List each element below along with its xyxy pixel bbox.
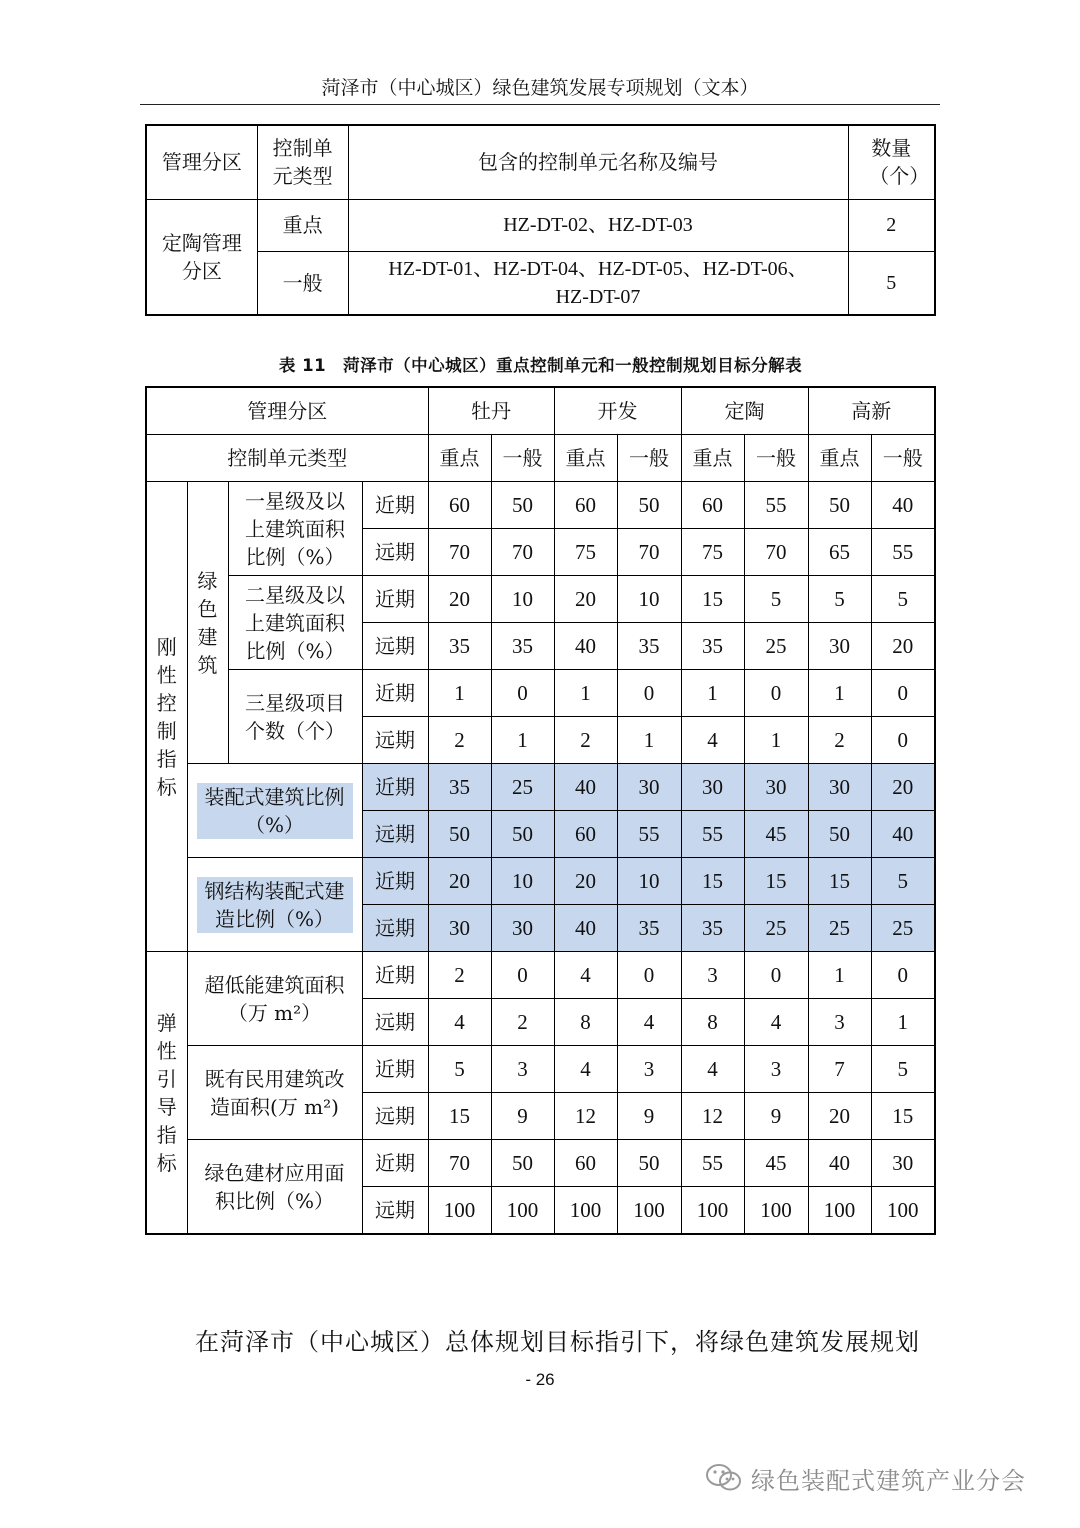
value-cell: 3 bbox=[808, 999, 871, 1046]
rigid-text: 刚性控制指标 bbox=[156, 634, 177, 799]
t1-header-count: 数量（个） bbox=[848, 125, 935, 199]
value-cell: 8 bbox=[554, 999, 617, 1046]
value-cell: 20 bbox=[554, 576, 617, 623]
value-cell: 0 bbox=[871, 670, 935, 717]
value-cell: 35 bbox=[617, 623, 681, 670]
green-building-label bbox=[187, 482, 228, 764]
rigid-indicator-label bbox=[146, 482, 187, 952]
t1-units-cell: HZ-DT-02、HZ-DT-03 bbox=[348, 199, 848, 251]
value-cell: 5 bbox=[871, 1046, 935, 1093]
value-cell: 40 bbox=[554, 764, 617, 811]
value-cell: 7 bbox=[808, 1046, 871, 1093]
value-cell: 1 bbox=[871, 999, 935, 1046]
period-label: 远期 bbox=[362, 905, 428, 952]
header-zone: 定陶 bbox=[681, 387, 808, 435]
indicator-text: 钢结构装配式建造比例（%） bbox=[197, 877, 353, 933]
value-cell: 60 bbox=[428, 482, 491, 529]
value-cell: 1 bbox=[554, 670, 617, 717]
indicator-text: 超低能建筑面积（万 m²） bbox=[204, 972, 345, 1025]
header-zone-label: 管理分区 bbox=[146, 387, 428, 435]
value-cell: 5 bbox=[428, 1046, 491, 1093]
indicator-text: 绿色建材应用面积比例（%） bbox=[204, 1160, 345, 1213]
value-cell: 15 bbox=[744, 858, 808, 905]
value-cell: 35 bbox=[681, 905, 744, 952]
value-cell: 30 bbox=[681, 764, 744, 811]
value-cell: 0 bbox=[617, 670, 681, 717]
value-cell: 30 bbox=[428, 905, 491, 952]
green-text: 绿色建筑 bbox=[197, 568, 218, 677]
value-cell: 1 bbox=[617, 717, 681, 764]
indicator-label bbox=[228, 670, 362, 764]
value-cell: 70 bbox=[491, 529, 554, 576]
value-cell: 50 bbox=[491, 482, 554, 529]
value-cell: 0 bbox=[617, 952, 681, 999]
period-label: 近期 bbox=[362, 1140, 428, 1187]
t1-count-cell: 2 bbox=[848, 199, 935, 251]
period-label: 远期 bbox=[362, 811, 428, 858]
value-cell: 1 bbox=[428, 670, 491, 717]
value-cell: 5 bbox=[744, 576, 808, 623]
target-breakdown-table bbox=[145, 386, 936, 1235]
value-cell: 4 bbox=[428, 999, 491, 1046]
value-cell: 10 bbox=[491, 858, 554, 905]
value-cell: 75 bbox=[554, 529, 617, 576]
body-paragraph: 在菏泽市（中心城区）总体规划目标指引下，将绿色建筑发展规划 bbox=[195, 1328, 920, 1356]
header-type: 重点 bbox=[554, 435, 617, 482]
value-cell: 0 bbox=[744, 670, 808, 717]
header-type: 一般 bbox=[617, 435, 681, 482]
value-cell: 55 bbox=[617, 811, 681, 858]
value-cell: 35 bbox=[681, 623, 744, 670]
indicator-label bbox=[187, 952, 362, 1046]
value-cell: 12 bbox=[681, 1093, 744, 1140]
value-cell: 60 bbox=[681, 482, 744, 529]
header-zone: 开发 bbox=[554, 387, 681, 435]
value-cell: 4 bbox=[554, 1046, 617, 1093]
value-cell: 25 bbox=[744, 905, 808, 952]
indicator-label bbox=[228, 482, 362, 576]
value-cell: 15 bbox=[428, 1093, 491, 1140]
flexible-text: 弹性引导指标 bbox=[156, 1010, 177, 1175]
value-cell: 30 bbox=[871, 1140, 935, 1187]
value-cell: 35 bbox=[428, 764, 491, 811]
header-type-label: 控制单元类型 bbox=[146, 435, 428, 482]
value-cell: 25 bbox=[491, 764, 554, 811]
value-cell: 1 bbox=[491, 717, 554, 764]
value-cell: 55 bbox=[681, 1140, 744, 1187]
indicator-label bbox=[187, 764, 362, 858]
header-zone: 牡丹 bbox=[428, 387, 554, 435]
value-cell: 15 bbox=[681, 576, 744, 623]
value-cell: 30 bbox=[808, 764, 871, 811]
t1-type-cell: 一般 bbox=[257, 251, 348, 315]
period-label: 近期 bbox=[362, 670, 428, 717]
t1-header-units: 包含的控制单元名称及编号 bbox=[348, 125, 848, 199]
page-number: - 26 bbox=[525, 1370, 555, 1389]
value-cell: 0 bbox=[871, 952, 935, 999]
value-cell: 20 bbox=[428, 576, 491, 623]
value-cell: 1 bbox=[681, 670, 744, 717]
value-cell: 10 bbox=[617, 576, 681, 623]
value-cell: 0 bbox=[744, 952, 808, 999]
value-cell: 12 bbox=[554, 1093, 617, 1140]
period-label: 远期 bbox=[362, 1187, 428, 1235]
value-cell: 100 bbox=[491, 1187, 554, 1235]
value-cell: 20 bbox=[554, 858, 617, 905]
page-header: 菏泽市（中心城区）绿色建筑发展专项规划（文本） bbox=[140, 72, 940, 105]
t1-units-cell: HZ-DT-01、HZ-DT-04、HZ-DT-05、HZ-DT-06、 HZ-DT-07 bbox=[348, 251, 848, 315]
value-cell: 100 bbox=[744, 1187, 808, 1235]
value-cell: 65 bbox=[808, 529, 871, 576]
value-cell: 50 bbox=[808, 482, 871, 529]
value-cell: 55 bbox=[744, 482, 808, 529]
period-label: 远期 bbox=[362, 717, 428, 764]
indicator-text: 二星级及以上建筑面积比例（%） bbox=[245, 582, 345, 663]
value-cell: 5 bbox=[808, 576, 871, 623]
indicator-text: 三星级项目个数（个） bbox=[245, 690, 345, 743]
value-cell: 2 bbox=[808, 717, 871, 764]
value-cell: 4 bbox=[744, 999, 808, 1046]
value-cell: 40 bbox=[871, 811, 935, 858]
value-cell: 70 bbox=[744, 529, 808, 576]
value-cell: 4 bbox=[617, 999, 681, 1046]
period-label: 远期 bbox=[362, 1093, 428, 1140]
value-cell: 55 bbox=[681, 811, 744, 858]
value-cell: 100 bbox=[871, 1187, 935, 1235]
value-cell: 30 bbox=[808, 623, 871, 670]
value-cell: 2 bbox=[428, 952, 491, 999]
value-cell: 55 bbox=[871, 529, 935, 576]
value-cell: 5 bbox=[871, 858, 935, 905]
value-cell: 20 bbox=[871, 623, 935, 670]
value-cell: 70 bbox=[617, 529, 681, 576]
value-cell: 15 bbox=[871, 1093, 935, 1140]
header-type: 重点 bbox=[681, 435, 744, 482]
value-cell: 9 bbox=[491, 1093, 554, 1140]
period-label: 远期 bbox=[362, 623, 428, 670]
value-cell: 4 bbox=[681, 1046, 744, 1093]
value-cell: 50 bbox=[617, 482, 681, 529]
value-cell: 1 bbox=[744, 717, 808, 764]
value-cell: 30 bbox=[617, 764, 681, 811]
value-cell: 9 bbox=[617, 1093, 681, 1140]
value-cell: 100 bbox=[428, 1187, 491, 1235]
period-label: 近期 bbox=[362, 1046, 428, 1093]
value-cell: 15 bbox=[681, 858, 744, 905]
t1-zone-cell: 定陶管理分区 bbox=[146, 199, 257, 315]
value-cell: 10 bbox=[491, 576, 554, 623]
value-cell: 3 bbox=[491, 1046, 554, 1093]
value-cell: 3 bbox=[681, 952, 744, 999]
value-cell: 75 bbox=[681, 529, 744, 576]
flexible-indicator-label bbox=[146, 952, 187, 1235]
value-cell: 2 bbox=[554, 717, 617, 764]
value-cell: 30 bbox=[491, 905, 554, 952]
value-cell: 20 bbox=[871, 764, 935, 811]
indicator-text: 一星级及以上建筑面积比例（%） bbox=[245, 488, 345, 569]
header-type: 重点 bbox=[808, 435, 871, 482]
value-cell: 45 bbox=[744, 1140, 808, 1187]
t1-count-cell: 5 bbox=[848, 251, 935, 315]
header-type: 一般 bbox=[871, 435, 935, 482]
value-cell: 40 bbox=[554, 905, 617, 952]
header-zone: 高新 bbox=[808, 387, 935, 435]
wechat-icon bbox=[705, 1462, 743, 1494]
value-cell: 35 bbox=[617, 905, 681, 952]
indicator-label bbox=[187, 858, 362, 952]
value-cell: 50 bbox=[808, 811, 871, 858]
value-cell: 2 bbox=[491, 999, 554, 1046]
value-cell: 50 bbox=[617, 1140, 681, 1187]
header-type: 重点 bbox=[428, 435, 491, 482]
value-cell: 100 bbox=[617, 1187, 681, 1235]
period-label: 近期 bbox=[362, 482, 428, 529]
period-label: 近期 bbox=[362, 764, 428, 811]
value-cell: 15 bbox=[808, 858, 871, 905]
t1-header-zone: 管理分区 bbox=[146, 125, 257, 199]
value-cell: 70 bbox=[428, 529, 491, 576]
value-cell: 40 bbox=[808, 1140, 871, 1187]
value-cell: 100 bbox=[681, 1187, 744, 1235]
value-cell: 25 bbox=[871, 905, 935, 952]
indicator-text: 装配式建筑比例（%） bbox=[197, 783, 353, 839]
value-cell: 20 bbox=[428, 858, 491, 905]
value-cell: 50 bbox=[491, 811, 554, 858]
value-cell: 10 bbox=[617, 858, 681, 905]
value-cell: 60 bbox=[554, 482, 617, 529]
value-cell: 50 bbox=[428, 811, 491, 858]
value-cell: 5 bbox=[871, 576, 935, 623]
value-cell: 1 bbox=[808, 670, 871, 717]
t1-type-cell: 重点 bbox=[257, 199, 348, 251]
watermark bbox=[705, 1458, 1026, 1498]
value-cell: 0 bbox=[871, 717, 935, 764]
value-cell: 4 bbox=[554, 952, 617, 999]
value-cell: 50 bbox=[491, 1140, 554, 1187]
control-unit-table bbox=[145, 124, 936, 316]
value-cell: 35 bbox=[428, 623, 491, 670]
value-cell: 40 bbox=[554, 623, 617, 670]
period-label: 远期 bbox=[362, 529, 428, 576]
value-cell: 35 bbox=[491, 623, 554, 670]
value-cell: 0 bbox=[491, 670, 554, 717]
table-caption: 表 11 菏泽市（中心城区）重点控制单元和一般控制规划目标分解表 bbox=[278, 356, 803, 375]
value-cell: 25 bbox=[744, 623, 808, 670]
indicator-text: 既有民用建筑改造面积(万 m²) bbox=[204, 1066, 345, 1119]
value-cell: 8 bbox=[681, 999, 744, 1046]
header-type: 一般 bbox=[744, 435, 808, 482]
value-cell: 3 bbox=[617, 1046, 681, 1093]
watermark-text: 绿色装配式建筑产业分会 bbox=[751, 1466, 1026, 1495]
value-cell: 3 bbox=[744, 1046, 808, 1093]
period-label: 近期 bbox=[362, 952, 428, 999]
indicator-label bbox=[228, 576, 362, 670]
value-cell: 100 bbox=[808, 1187, 871, 1235]
value-cell: 1 bbox=[808, 952, 871, 999]
value-cell: 60 bbox=[554, 811, 617, 858]
period-label: 近期 bbox=[362, 858, 428, 905]
value-cell: 20 bbox=[808, 1093, 871, 1140]
value-cell: 30 bbox=[744, 764, 808, 811]
t1-header-type: 控制单元类型 bbox=[257, 125, 348, 199]
value-cell: 2 bbox=[428, 717, 491, 764]
value-cell: 9 bbox=[744, 1093, 808, 1140]
period-label: 远期 bbox=[362, 999, 428, 1046]
period-label: 近期 bbox=[362, 576, 428, 623]
value-cell: 40 bbox=[871, 482, 935, 529]
header-type: 一般 bbox=[491, 435, 554, 482]
value-cell: 25 bbox=[808, 905, 871, 952]
value-cell: 60 bbox=[554, 1140, 617, 1187]
value-cell: 70 bbox=[428, 1140, 491, 1187]
value-cell: 45 bbox=[744, 811, 808, 858]
value-cell: 0 bbox=[491, 952, 554, 999]
value-cell: 100 bbox=[554, 1187, 617, 1235]
value-cell: 4 bbox=[681, 717, 744, 764]
indicator-label bbox=[187, 1046, 362, 1140]
indicator-label bbox=[187, 1140, 362, 1235]
